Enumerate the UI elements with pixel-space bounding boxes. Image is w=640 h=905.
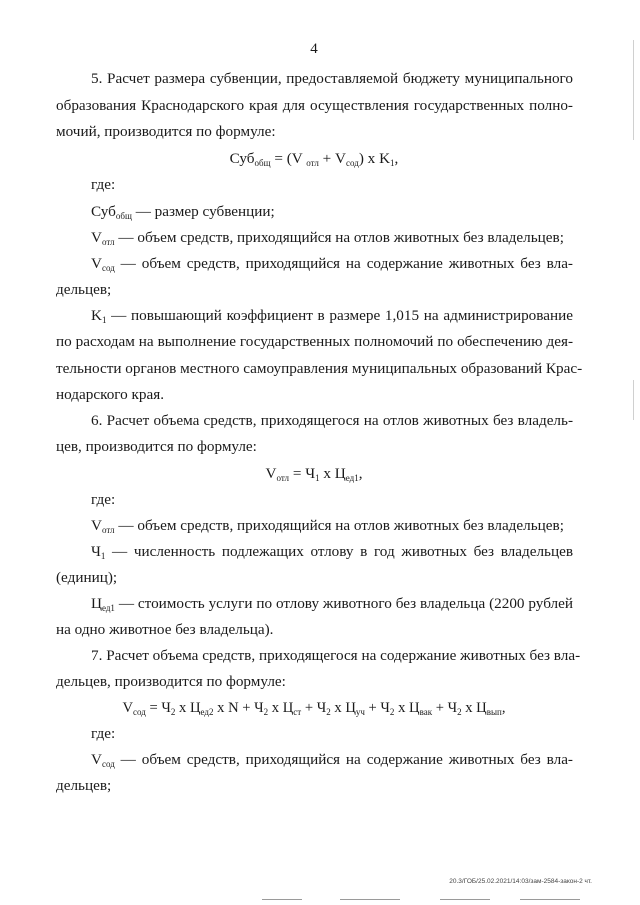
definition-price-line-1: $Ц_{ед1}$ — стоимость услуги по отлову животного без владельца (2200 рублей — [91, 595, 573, 613]
scan-bottom-mark — [520, 899, 580, 900]
where-label-1: где: — [91, 176, 116, 193]
scan-edge-line — [633, 380, 634, 420]
definition-k1-line-1: $K_1$ — повышающий коэффициент в размере 1,015 на администрирование — [91, 307, 573, 325]
paragraph-7-line-2: дельцев, производится по формуле: — [56, 673, 286, 690]
paragraph-5-line-3: мочий, производится по формуле: — [56, 123, 276, 140]
definition-k1-line-2: по расходам на выполнение государственных полномочий по обеспечению дея- — [56, 333, 573, 350]
paragraph-5-line-2: образования Краснодарского края для осуществления государственных полно- — [56, 97, 573, 114]
definition-v-keep-2-line-2: дельцев; — [56, 777, 112, 794]
where-label-3: где: — [91, 725, 116, 742]
definition-v-catch: $V_{отл}$ — объем средств, приходящийся на отлов животных без владельцев; — [91, 229, 564, 247]
definition-v-keep-2-line-1: $V_{сод}$ — объем средств, приходящийся на содержание животных без вла- — [91, 751, 573, 769]
formula-subvention: Суб$_{общ}$ = (V $_{отл} + V_{сод}$) х $K_1$, — [229, 150, 399, 168]
definition-count-line-2: (единиц); — [56, 569, 118, 586]
page-number: 4 — [310, 41, 318, 57]
definition-sub-total: Суб$_{общ}$ — размер субвенции; — [91, 203, 275, 221]
definition-v-catch-2: $V_{отл}$ — объем средств, приходящийся на отлов животных без владельцев; — [91, 517, 564, 535]
scan-bottom-mark — [440, 899, 490, 900]
scan-edge-line — [633, 40, 634, 140]
scan-bottom-mark — [262, 899, 302, 900]
formula-keep: $V_{сод} = Ч_2$ х $Ц_{ед2}$ х $N + Ч_2$ х $Ц_{ст} + Ч_2$ х $Ц_{уч} + Ч_2$ х $Ц_{вак} + Ч_2$ х $Ц_{вып}$, — [122, 700, 506, 717]
paragraph-6-line-1: 6. Расчет объема средств, приходящегося на отлов животных без владель- — [91, 412, 573, 429]
paragraph-7-line-1: 7. Расчет объема средств, приходящегося на содержание животных без вла- — [91, 647, 581, 664]
scan-bottom-mark — [340, 899, 400, 900]
definition-v-keep-line-2: дельцев; — [56, 281, 112, 298]
formula-catch: $V_{отл} = Ч_1$ х $Ц_{ед1}$, — [265, 465, 363, 483]
definition-price-line-2: на одно животное без владельца). — [56, 621, 274, 638]
paragraph-5-line-1: 5. Расчет размера субвенции, предоставляемой бюджету муниципального — [91, 70, 573, 87]
definition-count-line-1: $Ч_1$ — численность подлежащих отлову в год животных без владельцев — [91, 543, 573, 561]
definition-k1-line-4: нодарского края. — [56, 386, 165, 403]
paragraph-6-line-2: цев, производится по формуле: — [56, 438, 257, 455]
where-label-2: где: — [91, 491, 116, 508]
definition-k1-line-3: тельности органов местного самоуправления муниципальных образований Крас- — [56, 360, 583, 377]
footer-reference: 20.3/ГОБ/25.02.2021/14:03/зам-2584-закон-2 чт. — [449, 878, 592, 885]
definition-v-keep-line-1: $V_{сод}$ — объем средств, приходящийся на содержание животных без вла- — [91, 255, 573, 273]
